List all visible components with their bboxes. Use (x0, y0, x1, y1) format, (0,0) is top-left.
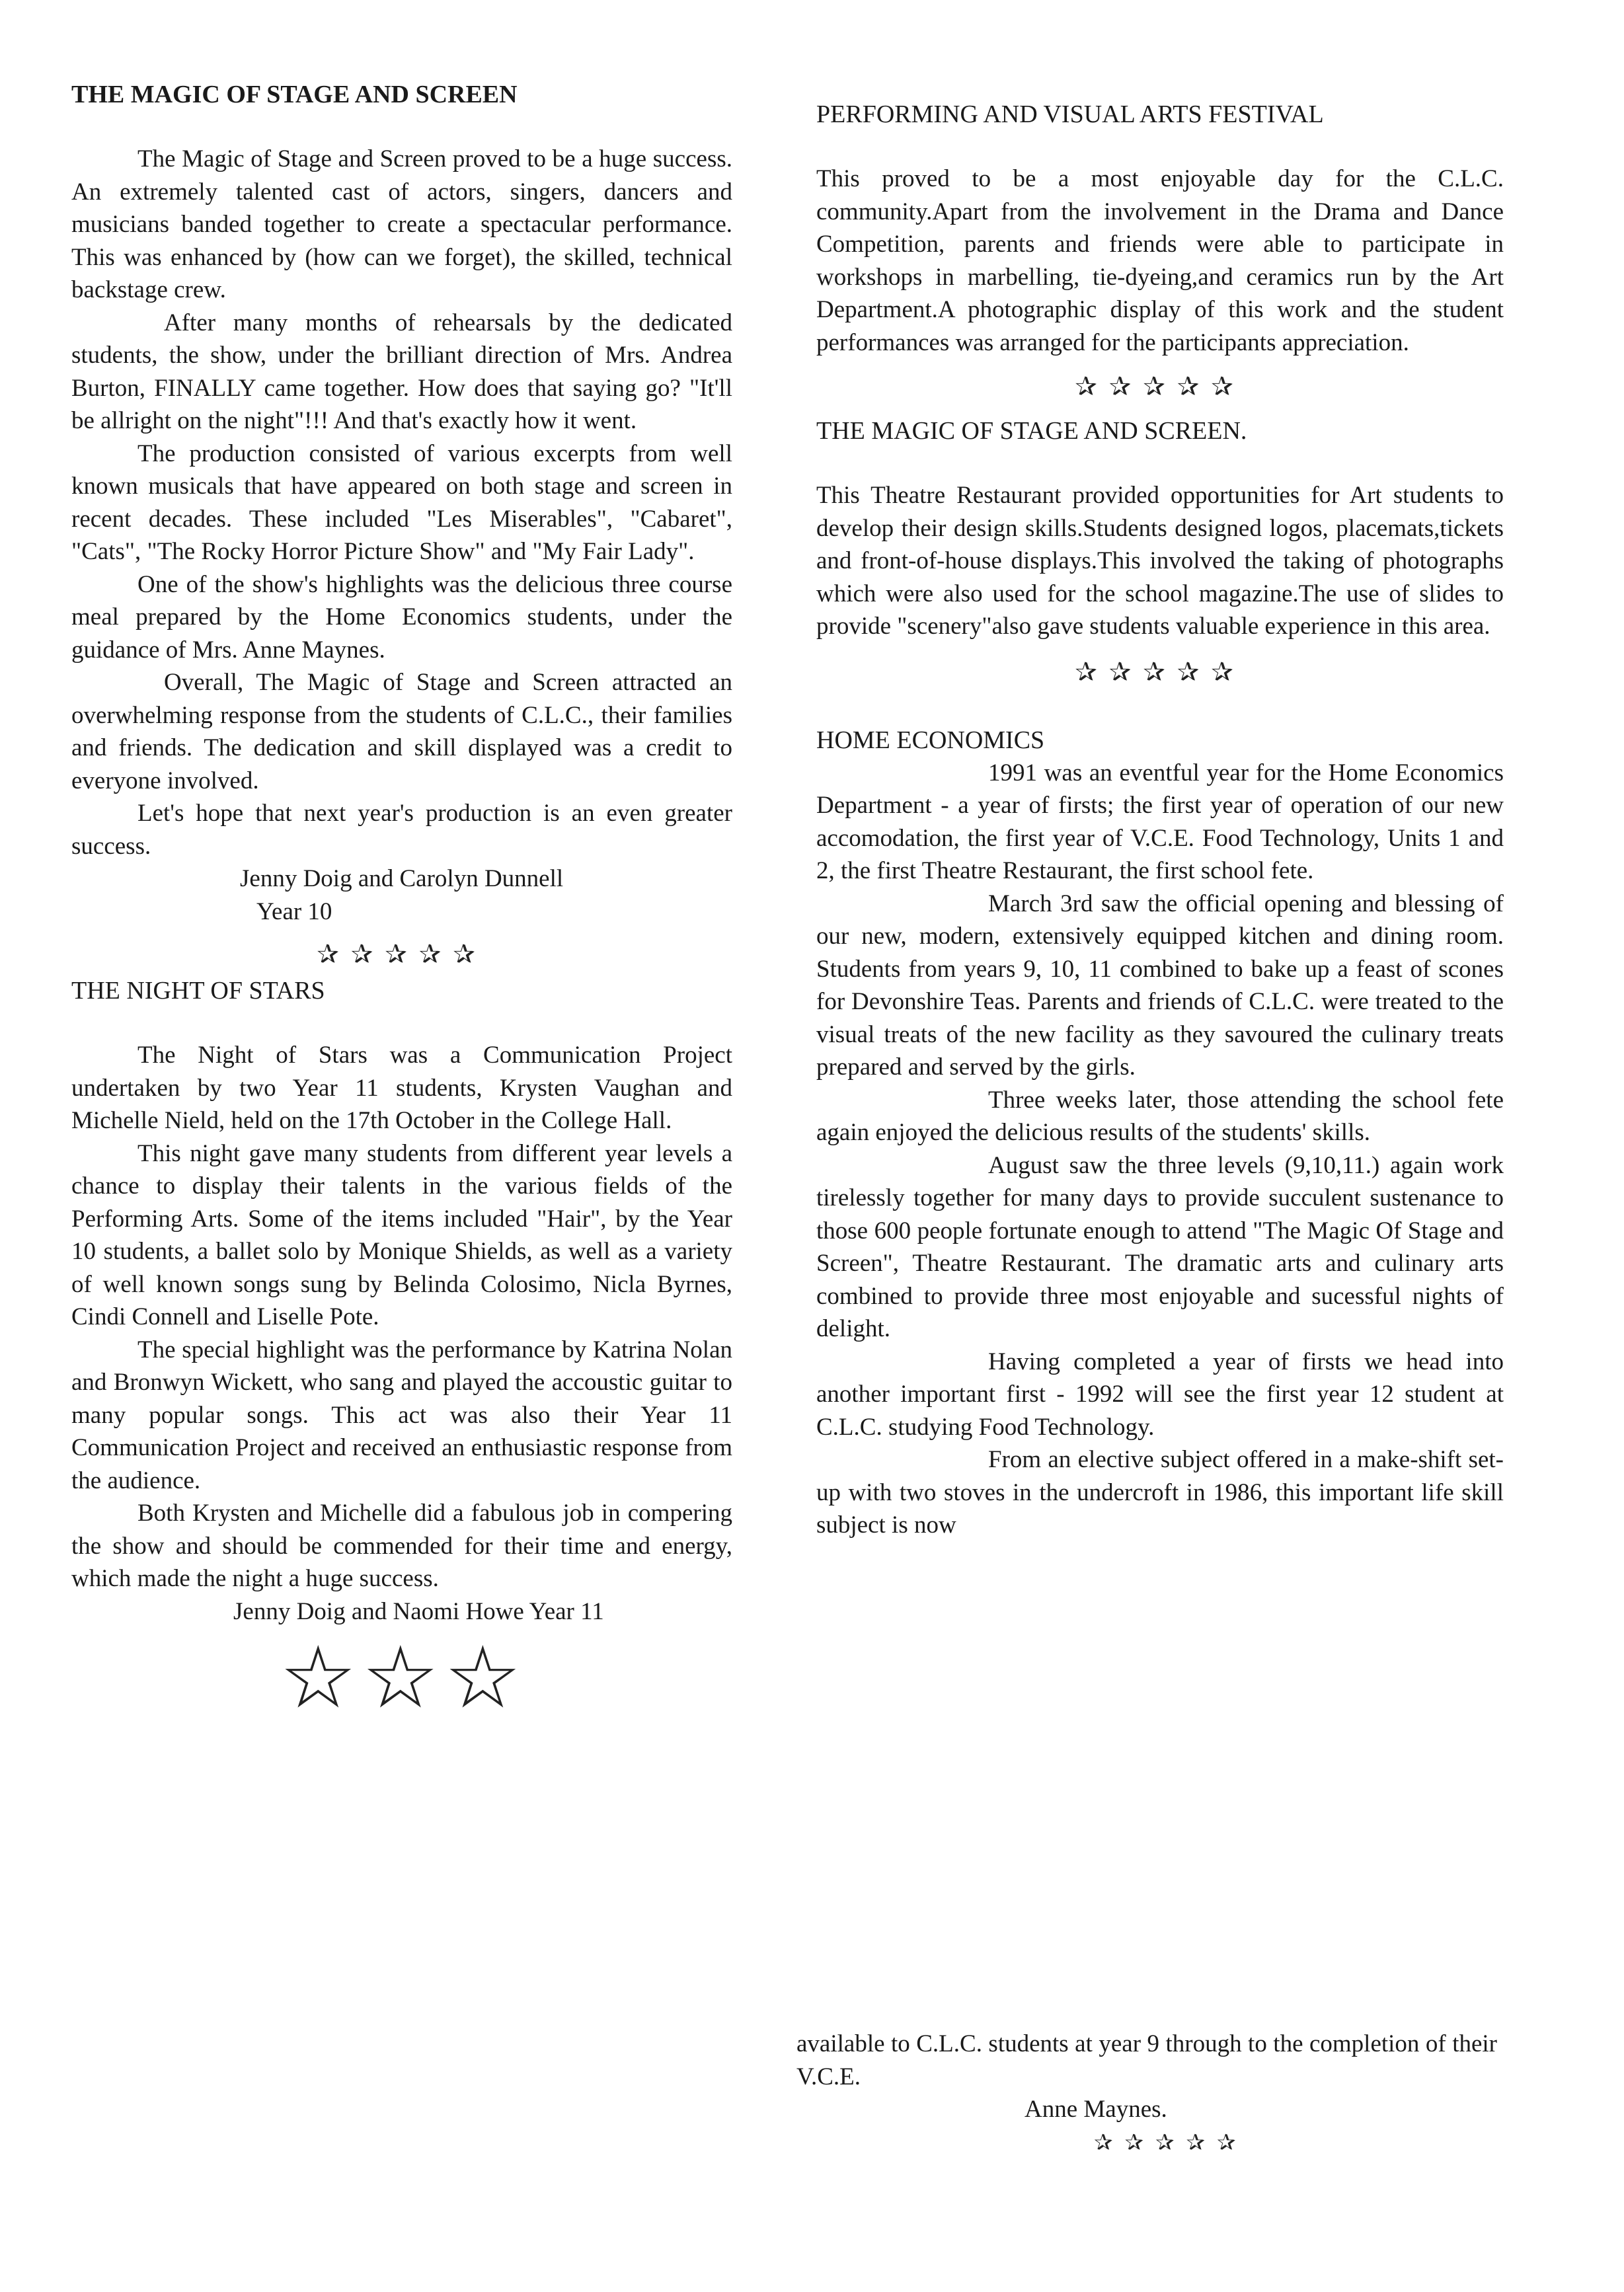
paragraph: From an elective subject offered in a make-shift set-up with two stoves in the undercroft in 1986, this important life skill subject is now (816, 1446, 1504, 1539)
paragraph: Overall, The Magic of Stage and Screen attracted an overwhelming response from the students of C.L.C., their families and friends. The dedication and skill displayed was a credit to everyone involved. (71, 669, 732, 794)
section-heading-night-of-stars: THE NIGHT OF STARS (71, 977, 325, 1005)
paragraph: The Magic of Stage and Screen proved to be a huge success. An extremely talented cast of actors, singers, dancers and musicians banded together to create a spectacular performance. This was enhanced by (how can we forget), the skilled, technical backstage crew. (71, 145, 732, 303)
paragraph: After many months of rehearsals by the dedicated students, the show, under the brilliant direction of Mrs. Andrea Burton, FINALLY came together. How does that saying go? "It'll be allright on the night"!!! And that's exactly how it went. (71, 309, 732, 434)
star-divider-icon: ✰✰✰✰✰ (1094, 2129, 1248, 2156)
paragraph: This night gave many students from different year levels a chance to display their talents in the various fields of the Performing Arts. Some of the items included "Hair", by the Year 10 students, a ballet solo by Monique Shields, as well as a variety of well known songs sung by Belinda Colosimo, Nicla Byrnes, Cindi Connell and Liselle Pote. (71, 1139, 732, 1330)
paragraph: August saw the three levels (9,10,11.) again work tirelessly together for many days to provide succulent sustenance to those 600 people fortunate enough to attend "The Magic Of Stage and Screen", Theatre Restaurant. The dramatic arts and culinary arts combined to provide three most enjoyable and sucessful nights of delight. (816, 1151, 1504, 1342)
paragraph: Both Krysten and Michelle did a fabulous job in compering the show and should be commended for their time and energy, which made the night a huge success. (71, 1500, 732, 1592)
paragraph: Three weeks later, those attending the school fete again enjoyed the delicious results of the students' skills. (816, 1086, 1504, 1146)
author-signature: Anne Maynes. (1025, 2096, 1167, 2123)
section-heading-magic-stage-screen-art: THE MAGIC OF STAGE AND SCREEN. (816, 417, 1247, 445)
section-heading-arts-festival: PERFORMING AND VISUAL ARTS FESTIVAL (816, 100, 1324, 128)
paragraph: The production consisted of various excerpts from well known musicals that have appeared on both stage and screen in recent decades. These included "Les Miserables", "Cabaret", "Cats", "The Rocky Horror Picture Show" and "My Fair Lady". (71, 439, 732, 565)
section-heading-home-economics: HOME ECONOMICS (816, 726, 1045, 754)
right-column (816, 98, 1504, 1542)
large-star-icon: ☆☆☆ (280, 1627, 527, 1728)
star-divider-icon: ✰✰✰✰✰ (317, 939, 487, 970)
paragraph: available to C.L.C. students at year 9 through to the completion of their V.C.E. (796, 2030, 1497, 2090)
star-divider-icon: ✰✰✰✰✰ (1075, 371, 1245, 402)
paragraph: The special highlight was the performance by Katrina Nolan and Bronwyn Wickett, who sang and played the accoustic guitar to many popular songs. This act was also their Year 11 Communication Project and received an enthusiastic response from the audience. (71, 1336, 732, 1494)
star-divider-icon: ✰✰✰✰✰ (1075, 656, 1245, 687)
author-signature: Jenny Doig and Carolyn Dunnell (240, 865, 564, 892)
paragraph: This proved to be a most enjoyable day for the C.L.C. community.Apart from the involvement in the Drama and Dance Competition, parents and friends were able to participate in workshops in marbelling, tie-dyeing,and ceramics run by the Art Department.A photographic display of this work and the student performances was arranged for the participants appreciation. (816, 165, 1504, 356)
paragraph: Having completed a year of firsts we head into another important first - 1992 will see the first year 12 student at C.L.C. studying Food Technology. (816, 1348, 1504, 1441)
paragraph: One of the show's highlights was the delicious three course meal prepared by the Home Economics students, under the guidance of Mrs. Anne Maynes. (71, 570, 732, 664)
author-year: Year 10 (256, 898, 332, 925)
paragraph: Let's hope that next year's production is an even greater success. (71, 800, 732, 860)
paragraph: This Theatre Restaurant provided opportunities for Art students to develop their design skills.Students designed logos, placemats,tickets and front-of-house displays.This involved the taking of photographs which were also used for the school magazine.The use of slides to provide "scenery"also gave students valuable experience in this area. (816, 482, 1504, 640)
author-signature: Jenny Doig and Naomi Howe Year 11 (233, 1597, 604, 1625)
left-column (71, 78, 732, 1727)
section-heading-magic-stage-screen: THE MAGIC OF STAGE AND SCREEN (71, 81, 518, 108)
paragraph: March 3rd saw the official opening and blessing of our new, modern, extensively equipped kitchen and dining room. Students from years 9, 10, 11 combined to bake up a feast of scones for Devonshire Teas. Parents and friends of C.L.C. were treated to the visual treats of the new facility as they savoured the culinary treats prepared and served by the girls. (816, 890, 1504, 1081)
paragraph: The Night of Stars was a Communication Project undertaken by two Year 11 students, Krysten Vaughan and Michelle Nield, held on the 17th October in the College Hall. (71, 1042, 732, 1134)
home-economics-continuation (796, 2028, 1497, 2159)
paragraph: 1991 was an eventful year for the Home Economics Department - a year of firsts; the first year of operation of our new accomodation, the first year of V.C.E. Food Technology, Units 1 and 2, the first Theatre Restaurant, the first school fete. (816, 759, 1504, 884)
